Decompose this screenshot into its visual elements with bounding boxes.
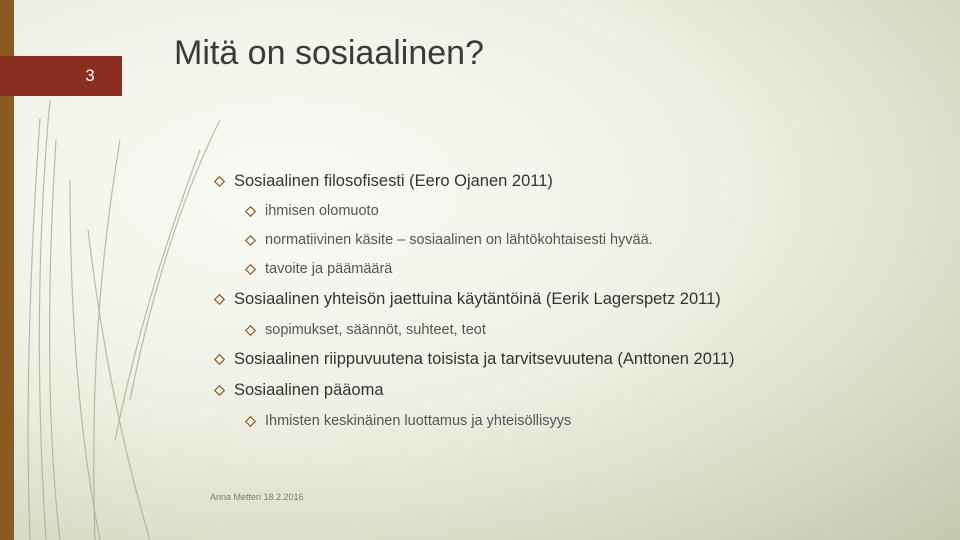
diamond-bullet-icon [214, 294, 225, 305]
sub-bullet-text: Ihmisten keskinäinen luottamus ja yhteisöllisyys [265, 413, 572, 429]
sub-bullet-text: normatiivinen käsite – sosiaalinen on lähtökohtaisesti hyvää. [265, 232, 653, 248]
slide-title: Mitä on sosiaalinen? [174, 34, 484, 72]
bullet-item [214, 290, 721, 309]
sub-bullet-text: ihmisen olomuoto [265, 203, 379, 219]
diamond-bullet-icon [245, 206, 256, 217]
bullet-text: Sosiaalinen riippuvuutena toisista ja tarvitsevuutena (Anttonen 2011) [234, 350, 735, 368]
diamond-bullet-icon [214, 354, 225, 365]
slide-footer: Anna Metteri 18.2.2016 [210, 492, 304, 502]
sub-bullet-item [245, 261, 392, 277]
sub-bullet-item [245, 232, 653, 248]
bullet-text: Sosiaalinen filosofisesti (Eero Ojanen 2011) [234, 172, 553, 190]
diamond-bullet-icon [214, 385, 225, 396]
sub-bullet-item [245, 322, 486, 338]
bullet-text: Sosiaalinen yhteisön jaettuina käytäntöinä (Eerik Lagerspetz 2011) [234, 290, 721, 308]
diamond-bullet-icon [214, 176, 225, 187]
sub-bullet-text: sopimukset, säännöt, suhteet, teot [265, 322, 486, 338]
sub-bullet-text: tavoite ja päämäärä [265, 261, 393, 277]
diamond-bullet-icon [245, 416, 256, 427]
diamond-bullet-icon [245, 325, 256, 336]
bullet-item [214, 381, 384, 400]
diamond-bullet-icon [245, 235, 256, 246]
bullet-item [214, 172, 553, 191]
bullet-text: Sosiaalinen pääoma [234, 381, 384, 399]
sub-bullet-item [245, 203, 379, 219]
page-number: 3 [85, 66, 95, 85]
bullet-item [214, 350, 735, 369]
diamond-bullet-icon [245, 264, 256, 275]
sub-bullet-item [245, 413, 571, 429]
